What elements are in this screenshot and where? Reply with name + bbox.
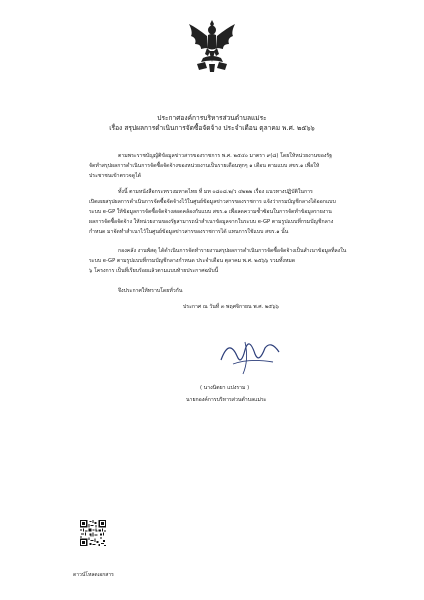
paragraph-2-line-3: ระบบ e-GP ให้ข้อมูลการจัดซื้อจัดจ้างสอดคล้องกับแบบ สขร.๑ เพื่อลดความซ้ำซ้อนในการจัดทำข้อมูลรายงาน (89, 209, 332, 215)
paragraph-2-line-1: ทั้งนี้ ตามหนังสือกระทรวงมหาดไทย ที่ มท ๐๘๐๘.๒/ว ๔๒๒๒ เรื่อง แนวทางปฏิบัติในการ (118, 189, 313, 195)
paragraph-3-line-2: ระบบ e-GP ตามรูปแบบที่กรมบัญชีกลางกำหนด ประจำเดือน ตุลาคม พ.ศ. ๒๕๖๖ รวมทั้งหมด (89, 258, 296, 264)
announcement-date: ประกาศ ณ วันที่ ๓ พฤศจิกายน พ.ศ. ๒๕๖๖ (183, 304, 279, 310)
garuda-emblem-icon (185, 18, 239, 74)
paragraph-2-line-2: เปิดเผยสรุปผลการดำเนินการจัดซื้อจัดจ้างไว้ในศูนย์ข้อมูลข่าวสารของราชการ แจ้งว่ากรมบัญชีกลางได้ออกแบบ (89, 199, 336, 205)
paragraph-2-line-4: ผลการจัดซื้อจัดจ้าง ให้หน่วยงานของรัฐสามารถนำสำเนาข้อมูลจากในระบบ e-GP ตามรูปแบบที่กรมบัญชีกลาง (89, 219, 334, 225)
paragraph-3-line-3: ๖ โครงการ เป็นที่เรียบร้อยแล้วตามแบบท้ายประกาศฉบับนี้ (89, 268, 219, 274)
paragraph-1-line-1: ตามพระราชบัญญัติข้อมูลข่าวสารของราชการ พ.ศ. ๒๕๔๐ มาตรา ๙(๘) โดยให้หน่วยงานของรัฐ (118, 153, 333, 159)
signer-position: นายกองค์การบริหารส่วนตำบลแม่ระ (186, 397, 267, 403)
qr-code-icon[interactable] (80, 520, 106, 546)
announcement-title: ประกาศองค์การบริหารส่วนตำบลแม่ระ (157, 114, 267, 122)
qr-download-caption[interactable]: ดาวน์โหลดเอกสาร (73, 572, 114, 578)
handwritten-signature (215, 330, 285, 378)
announcement-subject: เรื่อง สรุปผลการดำเนินการจัดซื้อจัดจ้าง ประจำเดือน ตุลาคม พ.ศ. ๒๕๖๖ (109, 124, 315, 132)
paragraph-3-line-1: กองคลัง งานพัสดุ ได้ดำเนินการจัดทำรายงานสรุปผลการดำเนินการจัดซื้อจัดจ้างเป็นสำเนาข้อมูลที่ลงใน (118, 248, 347, 254)
closing-statement: จึงประกาศให้ทราบโดยทั่วกัน (118, 288, 183, 294)
paragraph-1-line-2: จัดทำสรุปผลการดำเนินการจัดซื้อจัดจ้างของหน่วยงานเป็นรายเดือนทุกๆ ๑ เดือน ตามแบบ สขร.๑ เพื่อให้ (89, 163, 320, 169)
paragraph-2-line-5: กำหนด มาจัดทำสำเนาไว้ในศูนย์ข้อมูลข่าวสารของราชการได้ แทนการใช้แบบ สขร.๑ นั้น (89, 229, 289, 235)
paragraph-1-line-3: ประชาชนเข้าตรวจดูได้ (89, 173, 142, 179)
signer-name: ( นางนิตยา แปงราม ) (200, 385, 250, 391)
